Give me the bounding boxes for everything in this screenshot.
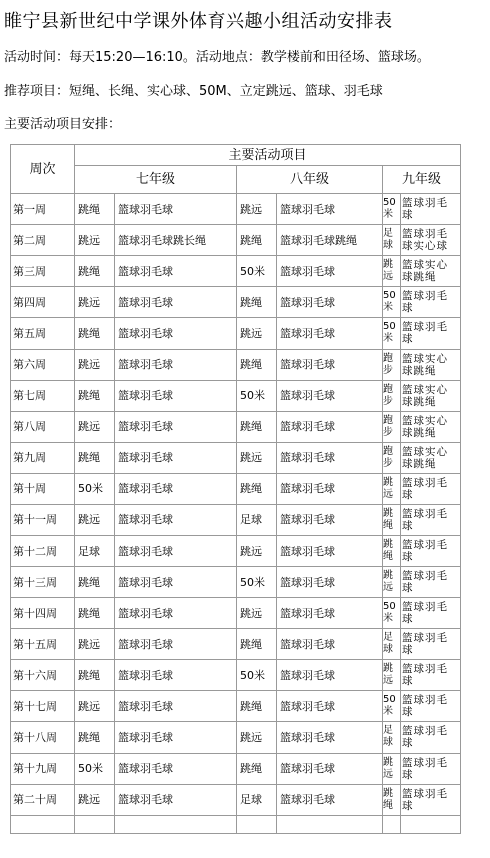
grade8-item-cell: 50米: [237, 256, 277, 287]
table-row: [11, 535, 461, 566]
table-row: [11, 442, 461, 473]
grade9-ball-cell: 篮球实心球跳绳: [401, 349, 461, 380]
grade8-item-cell: 跳远: [237, 194, 277, 225]
grade7-item-cell: 跳远: [75, 784, 115, 815]
grade8-ball-cell: 篮球羽毛球: [277, 535, 383, 566]
week-cell: 第七周: [11, 380, 75, 411]
grade7-item-cell: 跳远: [75, 691, 115, 722]
grade9-item-cell: 50米: [383, 194, 401, 225]
grade9-ball-cell: 篮球羽毛球: [401, 753, 461, 784]
grade8-ball-cell: 篮球羽毛球: [277, 784, 383, 815]
grade9-ball-cell: 篮球羽毛球: [401, 473, 461, 504]
week-cell: 第三周: [11, 256, 75, 287]
week-cell: 第十二周: [11, 535, 75, 566]
grade9-item-cell: 50米: [383, 287, 401, 318]
grade7-ball-cell: 篮球羽毛球: [115, 442, 237, 473]
table-row: [11, 473, 461, 504]
grade7-ball-cell: 篮球羽毛球: [115, 380, 237, 411]
grade7-item-cell: 50米: [75, 753, 115, 784]
grade8-ball-cell: 篮球羽毛球: [277, 660, 383, 691]
grade9-item-cell: 跳绳: [383, 504, 401, 535]
grade7-item-cell: 跳远: [75, 349, 115, 380]
table-row: [11, 256, 461, 287]
week-cell: 第十五周: [11, 629, 75, 660]
grade8-ball-cell: 篮球羽毛球: [277, 504, 383, 535]
grade7-ball-cell: 篮球羽毛球: [115, 567, 237, 598]
week-header: 周次: [11, 145, 75, 194]
week-cell: 第十周: [11, 473, 75, 504]
grade7-ball-cell: 篮球羽毛球: [115, 504, 237, 535]
grade9-item-cell: 足球: [383, 629, 401, 660]
grade8-ball-cell: 篮球羽毛球跳绳: [277, 225, 383, 256]
table-row: [11, 567, 461, 598]
grade9-ball-cell: 篮球羽毛球: [401, 784, 461, 815]
table-row: [11, 504, 461, 535]
grade8-ball-cell: 篮球羽毛球: [277, 411, 383, 442]
grade7-item-cell: 跳远: [75, 287, 115, 318]
grade8-ball-cell: 篮球羽毛球: [277, 598, 383, 629]
grade8-ball-cell: 篮球羽毛球: [277, 287, 383, 318]
activity-time-text: 活动时间：每天15:20—16:10。活动地点：教学楼前和田径场、篮球场。: [4, 50, 430, 65]
grade8-item-cell: 跳绳: [237, 473, 277, 504]
main-activity-header: 主要活动项目: [75, 145, 461, 166]
grade8-ball-cell: 篮球羽毛球: [277, 256, 383, 287]
grade8-item-cell: 足球: [237, 504, 277, 535]
week-cell: 第五周: [11, 318, 75, 349]
grade7-ball-cell: 篮球羽毛球: [115, 256, 237, 287]
grade9-ball-cell: 篮球羽毛球: [401, 598, 461, 629]
grade8-item-cell: 跳绳: [237, 411, 277, 442]
grade7-ball-cell: 篮球羽毛球: [115, 784, 237, 815]
grade9-ball-cell: 篮球羽毛球: [401, 535, 461, 566]
grade9-item-cell: 跳远: [383, 256, 401, 287]
week-cell: 第八周: [11, 411, 75, 442]
schedule-table: [10, 144, 461, 834]
grade7-item-cell: 跳远: [75, 504, 115, 535]
grade7-ball-cell: 篮球羽毛球: [115, 598, 237, 629]
empty-cell: [11, 815, 75, 833]
grade8-ball-cell: 篮球羽毛球: [277, 442, 383, 473]
grade8-header: 八年级: [237, 166, 383, 194]
grade9-item-cell: 足球: [383, 225, 401, 256]
grade7-item-cell: 跳绳: [75, 442, 115, 473]
table-row: [11, 722, 461, 753]
grade9-ball-cell: 篮球羽毛球: [401, 691, 461, 722]
grade8-item-cell: 跳绳: [237, 349, 277, 380]
schedule-heading: 主要活动项目安排：: [4, 117, 122, 132]
grade8-ball-cell: 篮球羽毛球: [277, 380, 383, 411]
grade7-item-cell: 跳绳: [75, 722, 115, 753]
table-row: [11, 225, 461, 256]
grade9-item-cell: 跑步: [383, 349, 401, 380]
week-cell: 第二周: [11, 225, 75, 256]
grade7-ball-cell: 篮球羽毛球: [115, 753, 237, 784]
grade7-item-cell: 跳绳: [75, 256, 115, 287]
grade7-ball-cell: 篮球羽毛球: [115, 629, 237, 660]
grade8-ball-cell: 篮球羽毛球: [277, 629, 383, 660]
grade7-ball-cell: 篮球羽毛球: [115, 349, 237, 380]
recommended-items-text: 推荐项目：短绳、长绳、实心球、50M、立定跳远、篮球、羽毛球: [4, 84, 383, 99]
grade7-item-cell: 跳绳: [75, 194, 115, 225]
grade8-ball-cell: 篮球羽毛球: [277, 691, 383, 722]
table-row: [11, 784, 461, 815]
grade9-ball-cell: 篮球羽毛球: [401, 194, 461, 225]
week-cell: 第十九周: [11, 753, 75, 784]
header-row-1: [11, 145, 461, 166]
grade9-item-cell: 50米: [383, 691, 401, 722]
grade8-item-cell: 跳绳: [237, 225, 277, 256]
grade9-ball-cell: 篮球羽毛球: [401, 287, 461, 318]
grade8-item-cell: 跳远: [237, 722, 277, 753]
empty-cell: [277, 815, 383, 833]
week-cell: 第九周: [11, 442, 75, 473]
grade9-ball-cell: 篮球羽毛球: [401, 629, 461, 660]
grade7-ball-cell: 篮球羽毛球: [115, 535, 237, 566]
grade7-item-cell: 跳远: [75, 225, 115, 256]
grade9-ball-cell: 篮球实心球跳绳: [401, 442, 461, 473]
grade7-item-cell: 足球: [75, 535, 115, 566]
grade9-item-cell: 50米: [383, 318, 401, 349]
grade7-item-cell: 跳远: [75, 411, 115, 442]
grade7-ball-cell: 篮球羽毛球跳长绳: [115, 225, 237, 256]
grade9-item-cell: 跳绳: [383, 535, 401, 566]
grade8-ball-cell: 篮球羽毛球: [277, 753, 383, 784]
grade8-item-cell: 跳绳: [237, 753, 277, 784]
grade9-ball-cell: 篮球实心球跳绳: [401, 411, 461, 442]
grade7-ball-cell: 篮球羽毛球: [115, 318, 237, 349]
grade7-item-cell: 跳绳: [75, 598, 115, 629]
grade9-item-cell: 跳远: [383, 473, 401, 504]
grade9-item-cell: 跑步: [383, 411, 401, 442]
table-row: [11, 598, 461, 629]
week-cell: 第十六周: [11, 660, 75, 691]
grade8-item-cell: 跳绳: [237, 629, 277, 660]
grade7-item-cell: 跳绳: [75, 318, 115, 349]
grade7-ball-cell: 篮球羽毛球: [115, 691, 237, 722]
table-row: [11, 318, 461, 349]
table-row: [11, 753, 461, 784]
empty-row: [11, 815, 461, 833]
week-cell: 第六周: [11, 349, 75, 380]
empty-cell: [401, 815, 461, 833]
page-title: 睢宁县新世纪中学课外体育兴趣小组活动安排表: [4, 11, 393, 32]
week-cell: 第十七周: [11, 691, 75, 722]
table-row: [11, 287, 461, 318]
grade9-item-cell: 跳远: [383, 753, 401, 784]
grade9-item-cell: 跳远: [383, 660, 401, 691]
week-cell: 第十一周: [11, 504, 75, 535]
week-cell: 第二十周: [11, 784, 75, 815]
grade9-ball-cell: 篮球羽毛球: [401, 660, 461, 691]
grade9-item-cell: 50米: [383, 598, 401, 629]
table-row: [11, 349, 461, 380]
grade9-ball-cell: 篮球羽毛球: [401, 567, 461, 598]
grade9-item-cell: 跑步: [383, 442, 401, 473]
table-row: [11, 380, 461, 411]
grade9-item-cell: 跳绳: [383, 784, 401, 815]
grade8-item-cell: 跳远: [237, 598, 277, 629]
grade9-ball-cell: 篮球羽毛球: [401, 722, 461, 753]
grade9-ball-cell: 篮球实心球跳绳: [401, 256, 461, 287]
grade7-ball-cell: 篮球羽毛球: [115, 194, 237, 225]
empty-cell: [75, 815, 115, 833]
week-cell: 第十四周: [11, 598, 75, 629]
week-cell: 第一周: [11, 194, 75, 225]
grade8-item-cell: 跳绳: [237, 287, 277, 318]
grade7-item-cell: 跳绳: [75, 380, 115, 411]
grade7-ball-cell: 篮球羽毛球: [115, 660, 237, 691]
grade7-item-cell: 50米: [75, 473, 115, 504]
grade8-item-cell: 50米: [237, 660, 277, 691]
grade9-item-cell: 足球: [383, 722, 401, 753]
grade7-item-cell: 跳绳: [75, 567, 115, 598]
grade8-item-cell: 50米: [237, 567, 277, 598]
grade9-header: 九年级: [383, 166, 461, 194]
grade7-item-cell: 跳绳: [75, 660, 115, 691]
grade7-ball-cell: 篮球羽毛球: [115, 287, 237, 318]
empty-cell: [115, 815, 237, 833]
grade7-ball-cell: 篮球羽毛球: [115, 722, 237, 753]
grade9-ball-cell: 篮球羽毛球: [401, 504, 461, 535]
week-cell: 第十八周: [11, 722, 75, 753]
grade7-ball-cell: 篮球羽毛球: [115, 473, 237, 504]
grade9-item-cell: 跳远: [383, 567, 401, 598]
week-cell: 第四周: [11, 287, 75, 318]
grade8-item-cell: 跳远: [237, 535, 277, 566]
table-row: [11, 411, 461, 442]
grade8-ball-cell: 篮球羽毛球: [277, 194, 383, 225]
grade8-item-cell: 足球: [237, 784, 277, 815]
grade8-ball-cell: 篮球羽毛球: [277, 567, 383, 598]
table-row: [11, 660, 461, 691]
table-row: [11, 691, 461, 722]
grade7-header: 七年级: [75, 166, 237, 194]
grade9-ball-cell: 篮球实心球跳绳: [401, 380, 461, 411]
table-row: [11, 629, 461, 660]
grade8-ball-cell: 篮球羽毛球: [277, 318, 383, 349]
week-cell: 第十三周: [11, 567, 75, 598]
grade8-item-cell: 跳远: [237, 318, 277, 349]
header-row-2: [11, 166, 461, 194]
grade8-ball-cell: 篮球羽毛球: [277, 473, 383, 504]
grade8-ball-cell: 篮球羽毛球: [277, 722, 383, 753]
empty-cell: [383, 815, 401, 833]
grade8-ball-cell: 篮球羽毛球: [277, 349, 383, 380]
grade9-ball-cell: 篮球羽毛球实心球: [401, 225, 461, 256]
grade8-item-cell: 跳远: [237, 442, 277, 473]
grade9-item-cell: 跑步: [383, 380, 401, 411]
grade8-item-cell: 50米: [237, 380, 277, 411]
grade8-item-cell: 跳绳: [237, 691, 277, 722]
empty-cell: [237, 815, 277, 833]
grade7-ball-cell: 篮球羽毛球: [115, 411, 237, 442]
grade9-ball-cell: 篮球羽毛球: [401, 318, 461, 349]
grade7-item-cell: 跳远: [75, 629, 115, 660]
table-row: [11, 194, 461, 225]
